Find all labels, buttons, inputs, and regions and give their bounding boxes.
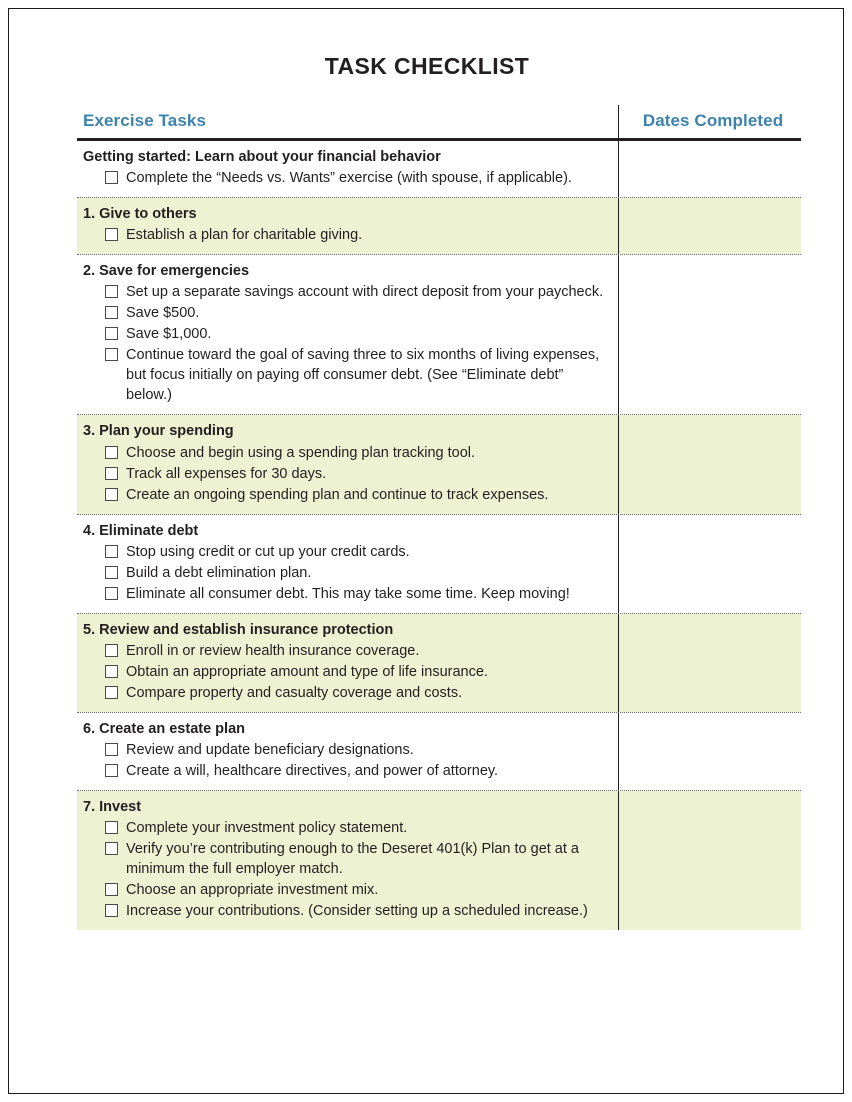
checkbox-icon[interactable] — [105, 686, 118, 699]
cell-dates-completed[interactable] — [618, 614, 801, 712]
cell-exercise-tasks — [77, 515, 618, 613]
cell-exercise-tasks — [77, 255, 618, 414]
task-item[interactable] — [83, 303, 608, 323]
task-item[interactable] — [83, 584, 608, 604]
checkbox-icon[interactable] — [105, 904, 118, 917]
task-label: Obtain an appropriate amount and type of life insurance. — [126, 663, 488, 680]
task-label: Establish a plan for charitable giving. — [126, 227, 363, 244]
cell-dates-completed[interactable] — [618, 415, 801, 513]
document-page — [8, 8, 844, 1094]
cell-dates-completed[interactable] — [618, 515, 801, 613]
task-group-heading: 2. Save for emergencies — [83, 263, 250, 280]
checkbox-icon[interactable] — [105, 327, 118, 340]
task-label: Choose and begin using a spending plan tracking tool. — [126, 444, 476, 461]
cell-dates-completed[interactable] — [618, 255, 801, 414]
task-label: Create an ongoing spending plan and continue to track expenses. — [126, 486, 549, 503]
task-group-heading: 1. Give to others — [83, 206, 197, 223]
checkbox-icon[interactable] — [105, 764, 118, 777]
task-item[interactable] — [83, 225, 608, 245]
task-item[interactable] — [83, 880, 608, 900]
cell-dates-completed[interactable] — [618, 713, 801, 790]
task-label: Eliminate all consumer debt. This may take some time. Keep moving! — [126, 585, 570, 602]
table-header-row — [77, 105, 801, 141]
task-label: Compare property and casualty coverage and costs. — [126, 684, 463, 701]
task-item[interactable] — [83, 901, 608, 921]
cell-exercise-tasks — [77, 415, 618, 513]
table-row — [77, 255, 801, 415]
task-group-heading: Getting started: Learn about your financial behavior — [83, 149, 441, 165]
task-label: Increase your contributions. (Consider setting up a scheduled increase.) — [126, 903, 588, 919]
checkbox-icon[interactable] — [105, 883, 118, 896]
task-checklist-table — [77, 105, 801, 930]
cell-dates-completed[interactable] — [618, 141, 801, 197]
task-group-heading: 7. Invest — [83, 798, 142, 815]
task-item[interactable] — [83, 818, 608, 838]
page-title: TASK CHECKLIST — [324, 53, 530, 79]
table-row — [77, 614, 801, 713]
task-item[interactable] — [83, 345, 608, 405]
cell-exercise-tasks — [77, 141, 618, 197]
checkbox-icon[interactable] — [105, 467, 118, 480]
table-body — [77, 141, 801, 930]
table-row — [77, 791, 801, 930]
checkbox-icon[interactable] — [105, 545, 118, 558]
task-group-heading: 3. Plan your spending — [83, 423, 234, 440]
task-label: Stop using credit or cut up your credit cards. — [126, 543, 410, 560]
checkbox-icon[interactable] — [105, 821, 118, 834]
task-item[interactable] — [83, 485, 608, 505]
checkbox-icon[interactable] — [105, 566, 118, 579]
task-item[interactable] — [83, 662, 608, 682]
checkbox-icon[interactable] — [105, 348, 118, 361]
column-header-exercise-tasks: Exercise Tasks — [83, 111, 207, 130]
cell-exercise-tasks — [77, 791, 618, 930]
cell-exercise-tasks — [77, 198, 618, 254]
task-item[interactable] — [83, 324, 608, 344]
task-label: Save $1,000. — [126, 326, 212, 343]
task-group-heading: 4. Eliminate debt — [83, 522, 199, 539]
task-label: Complete the “Needs vs. Wants” exercise (with spouse, if applicable). — [126, 170, 572, 187]
checkbox-icon[interactable] — [105, 743, 118, 756]
cell-dates-completed[interactable] — [618, 791, 801, 930]
task-label: Complete your investment policy statement. — [126, 820, 408, 836]
task-label: Track all expenses for 30 days. — [126, 465, 327, 482]
task-label: Set up a separate savings account with direct deposit from your paycheck. — [126, 284, 604, 301]
checkbox-icon[interactable] — [105, 587, 118, 600]
cell-exercise-tasks — [77, 614, 618, 712]
task-label: Save $500. — [126, 305, 200, 322]
table-row — [77, 141, 801, 198]
task-item[interactable] — [83, 168, 608, 188]
task-group-heading: 6. Create an estate plan — [83, 720, 245, 737]
checkbox-icon[interactable] — [105, 446, 118, 459]
task-label: Build a debt elimination plan. — [126, 564, 312, 581]
checkbox-icon[interactable] — [105, 306, 118, 319]
table-row — [77, 713, 801, 791]
task-label: Choose an appropriate investment mix. — [126, 882, 379, 898]
task-label: Review and update beneficiary designations. — [126, 741, 414, 758]
checkbox-icon[interactable] — [105, 228, 118, 241]
cell-exercise-tasks — [77, 713, 618, 790]
task-item[interactable] — [83, 563, 608, 583]
task-label: Create a will, healthcare directives, and power of attorney. — [126, 762, 499, 779]
column-header-dates-completed: Dates Completed — [618, 105, 801, 138]
table-row — [77, 198, 801, 255]
task-item[interactable] — [83, 542, 608, 562]
checkbox-icon[interactable] — [105, 171, 118, 184]
task-item[interactable] — [83, 740, 608, 760]
task-item[interactable] — [83, 443, 608, 463]
task-label: Continue toward the goal of saving three to six months of living expenses, but focus initially on paying off consumer debt. (See “Eliminate debt” below.) — [126, 347, 600, 404]
checkbox-icon[interactable] — [105, 842, 118, 855]
task-item[interactable] — [83, 282, 608, 302]
task-item[interactable] — [83, 464, 608, 484]
task-label: Verify you’re contributing enough to the Deseret 401(k) Plan to get at a minimum the full employer match. — [126, 841, 579, 877]
task-item[interactable] — [83, 839, 608, 879]
task-item[interactable] — [83, 641, 608, 661]
task-group-heading: 5. Review and establish insurance protection — [83, 621, 394, 638]
checkbox-icon[interactable] — [105, 488, 118, 501]
checkbox-icon[interactable] — [105, 644, 118, 657]
checkbox-icon[interactable] — [105, 285, 118, 298]
task-item[interactable] — [83, 683, 608, 703]
checkbox-icon[interactable] — [105, 665, 118, 678]
task-item[interactable] — [83, 761, 608, 781]
table-row — [77, 515, 801, 614]
task-label: Enroll in or review health insurance coverage. — [126, 642, 420, 659]
table-row — [77, 415, 801, 514]
cell-dates-completed[interactable] — [618, 198, 801, 254]
